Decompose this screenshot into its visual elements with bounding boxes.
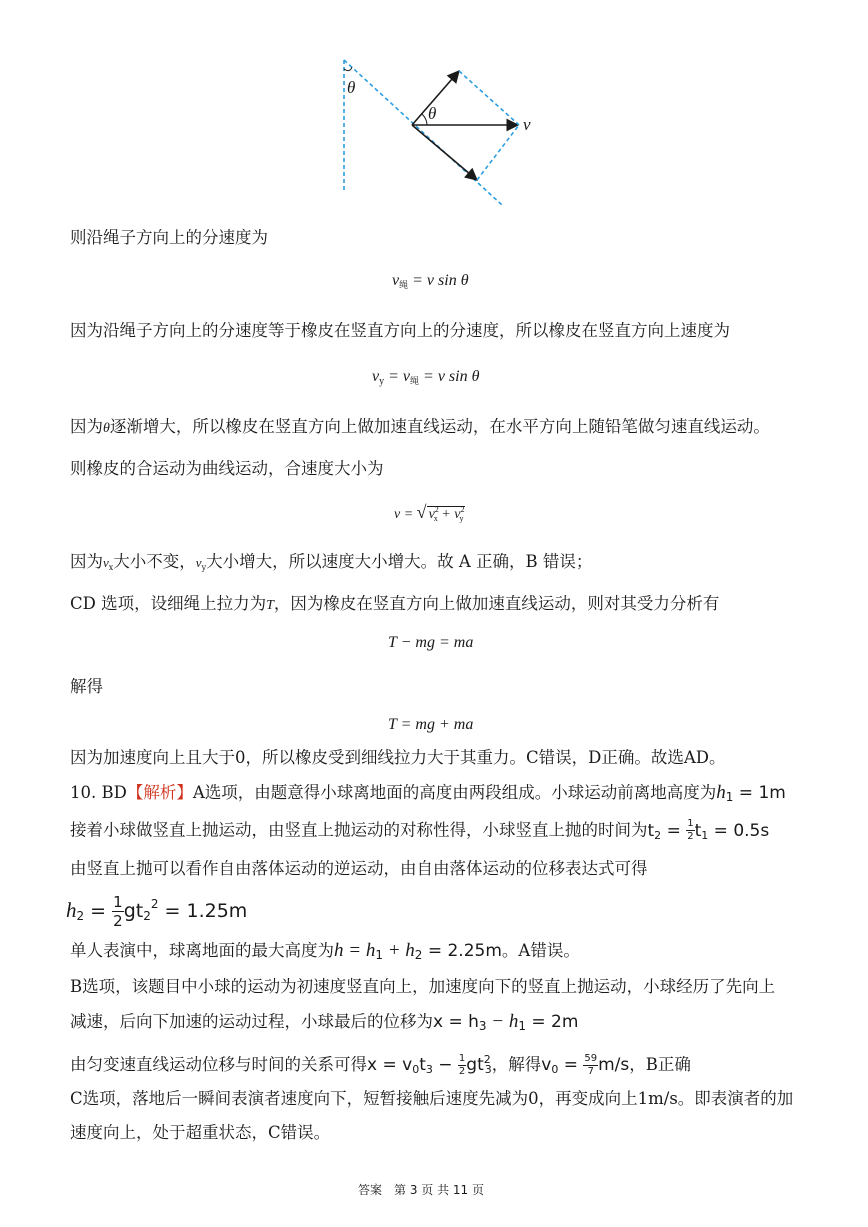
text-line-4: 则橡皮的合运动为曲线运动，合速度大小为	[70, 459, 384, 478]
theta-label-vector: θ	[428, 104, 437, 123]
parallelogram-dash-1	[459, 71, 519, 125]
equation-h2: $h_2$ = $\frac{1}{2}$ $gt_2^2 = 1.25m$	[66, 893, 248, 930]
theta-arc-left	[344, 67, 352, 71]
text-line-7: 解得	[70, 677, 103, 696]
equation-force: T − mg = ma	[388, 634, 474, 651]
text-line-16: 由匀变速直线运动位移与时间的关系可得$x = v_0t_3$ − $\frac{1}{2}$ $gt^2_3$，解得$v_0$ = $\frac{59}{7}$ m/s，B正确	[70, 1052, 691, 1077]
rope-dashed-line	[344, 60, 502, 205]
text-line-15: 减速，后向下加速的运动过程，小球最后的位移为$x = h_3 - h_1 = 2m$	[70, 1011, 579, 1033]
velocity-decomposition-diagram	[330, 55, 550, 210]
equation-tension: T = mg + ma	[388, 716, 474, 733]
text-line-13: 单人表演中，球离地面的最大高度为$h = h_1 + h_2 = 2.25m$。A错误。	[70, 940, 580, 962]
text-line-5: 因为$v_x$大小不变，$v_y$大小增大，所以速度大小增大。故 A 正确，B 错误；	[70, 552, 593, 572]
equation-v-rope: $v_绳 = v$ sin θ	[392, 272, 469, 290]
text-line-17: C选项，落地后一瞬间表演者速度向下，短暂接触后速度先减为0，再变成向上1m/s。即表演者的加	[70, 1089, 794, 1108]
text-line-6: CD 选项，设细绳上拉力为T，因为橡皮在竖直方向上做加速直线运动，则对其受力分析有	[70, 594, 720, 613]
text-line-2: 因为沿绳子方向上的分速度等于橡皮在竖直方向上的分速度，所以橡皮在竖直方向上速度为	[70, 321, 730, 340]
theta-label-left: θ	[347, 78, 356, 97]
vector-down	[412, 125, 477, 180]
text-line-11: 由竖直上抛可以看作自由落体运动的逆运动，由自由落体运动的位移表达式可得	[70, 859, 648, 878]
text-line-3: 因为θ逐渐增大，所以橡皮在竖直方向上做加速直线运动，在水平方向上随铅笔做匀速直线运动。	[70, 417, 770, 436]
equation-v-magnitude: v = √ $v^2_x + v^2_y$	[394, 502, 465, 523]
page-footer: 答案 第 3 页 共 11 页	[358, 1183, 484, 1197]
text-line-1: 则沿绳子方向上的分速度为	[70, 228, 268, 247]
theta-arc-vector	[422, 114, 427, 125]
parallelogram-dash-2	[477, 125, 519, 180]
text-line-10: 接着小球做竖直上抛运动，由竖直上抛运动的对称性得，小球竖直上抛的时间为$t_2$ = $\frac{1}{2}$ $t_1 = 0.5s$	[70, 818, 770, 842]
v-label: v	[523, 115, 531, 134]
equation-vy: $v_y = v_绳 = v$ sin θ	[372, 368, 480, 387]
text-line-8: 因为加速度向上且大于0，所以橡皮受到细线拉力大于其重力。C错误，D正确。故选AD。	[70, 748, 726, 767]
text-line-14: B选项，该题目中小球的运动为初速度竖直向上，加速度向下的竖直上抛运动，小球经历了先向上	[70, 977, 776, 996]
text-line-18: 速度向上，处于超重状态，C错误。	[70, 1123, 331, 1142]
text-line-9: 10. BD【解析】A选项，由题意得小球离地面的高度由两段组成。小球运动前离地高度为$h_1 = 1m$	[70, 782, 786, 804]
